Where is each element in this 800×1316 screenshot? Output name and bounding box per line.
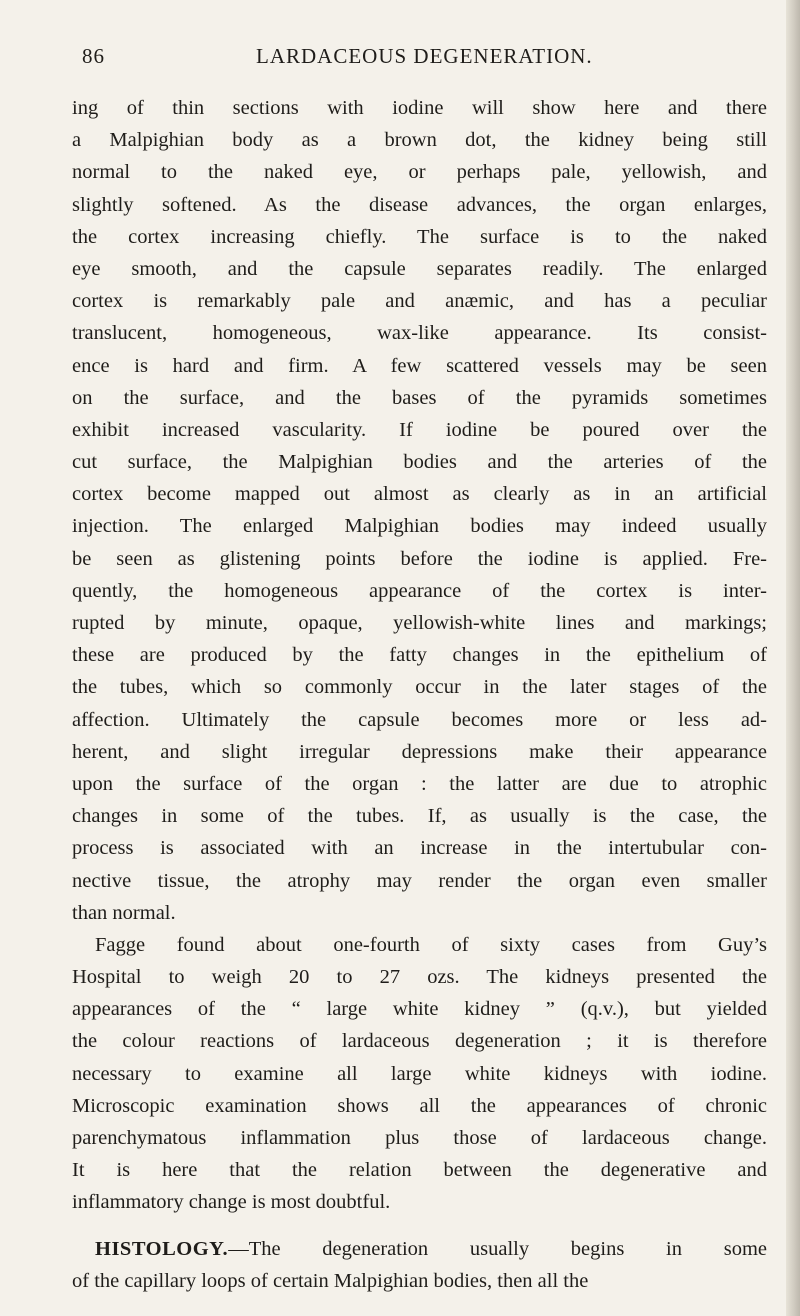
text-line: normal to the naked eye, or perhaps pale, yellowish, and [72,161,767,184]
text-line: rupted by minute, opaque, yellowish-white lines and markings; [72,612,767,634]
text-line: the cortex increasing chiefly. The surface is to the naked [72,225,767,248]
text-line: on the surface, and the bases of the pyramids sometimes [72,386,767,409]
text-line: cortex is remarkably pale and anæmic, and has a peculiar [72,290,767,313]
text-line: eye smooth, and the capsule separates readily. The enlarged [72,257,767,280]
text-line: the tubes, which so commonly occur in the later stages of the [72,676,767,699]
text-line: necessary to examine all large white kidneys with iodine. [72,1062,767,1085]
text-line: inflammatory change is most doubtful. [72,1191,391,1214]
page-edge-shadow [786,0,800,1316]
text-line: injection. The enlarged Malpighian bodies may indeed usually [72,515,767,538]
text-line: process is associated with an increase in the intertubular con- [72,837,767,860]
section-gap [95,1219,767,1233]
running-title: LARDACEOUS DEGENERATION. [256,44,593,68]
page-number: 86 [82,44,105,68]
text-line: exhibit increased vascularity. If iodine be poured over the [72,418,767,441]
paragraph-lardaceous-kidney [72,92,767,929]
histology-line-2: of the capillary loops of certain Malpighian bodies, then all the [72,1269,589,1292]
text-line: than normal. [72,901,176,924]
text-line: nective tissue, the atrophy may render the organ even smaller [72,869,767,892]
text-line: Hospital to weigh 20 to 27 ozs. The kidneys presented the [72,966,767,989]
text-line: quently, the homogeneous appearance of the cortex is inter- [72,579,767,602]
text-line: ence is hard and firm. A few scattered vessels may be seen [72,354,767,377]
body-text [72,92,767,1297]
text-line: appearances of the “ large white kidney ” (q.v.), but yielded [72,998,767,1021]
text-line: translucent, homogeneous, wax-like appearance. Its consist- [72,322,767,345]
text-line: Fagge found about one-fourth of sixty cases from Guy’s [95,933,767,956]
text-line: It is here that the relation between the degenerative and [72,1159,767,1182]
paragraph-fagge [72,929,767,1219]
histology-line-1 [95,1233,767,1265]
text-line: upon the surface of the organ : the latter are due to atrophic [72,772,767,795]
text-line: these are produced by the fatty changes in the epithelium of [72,644,767,667]
histology-line-1-text: —The degeneration usually begins in some [228,1237,767,1260]
text-line: affection. Ultimately the capsule becomes more or less ad- [72,708,767,731]
text-line: herent, and slight irregular depressions make their appearance [72,740,767,763]
text-line: changes in some of the tubes. If, as usually is the case, the [72,805,767,828]
text-line: Microscopic examination shows all the appearances of chronic [72,1094,767,1117]
running-header [82,44,742,74]
text-line: parenchymatous inflammation plus those of lardaceous change. [72,1127,767,1149]
text-line: ing of thin sections with iodine will show here and there [72,97,767,119]
text-line: be seen as glistening points before the iodine is applied. Fre- [72,547,767,570]
text-line: cortex become mapped out almost as clearly as in an artificial [72,483,767,506]
text-line: slightly softened. As the disease advances, the organ enlarges, [72,193,767,216]
text-line: the colour reactions of lardaceous degeneration ; it is therefore [72,1030,767,1053]
text-line: cut surface, the Malpighian bodies and the arteries of the [72,451,767,474]
text-line: a Malpighian body as a brown dot, the kidney being still [72,129,767,152]
histology-heading: HISTOLOGY. [95,1237,229,1260]
